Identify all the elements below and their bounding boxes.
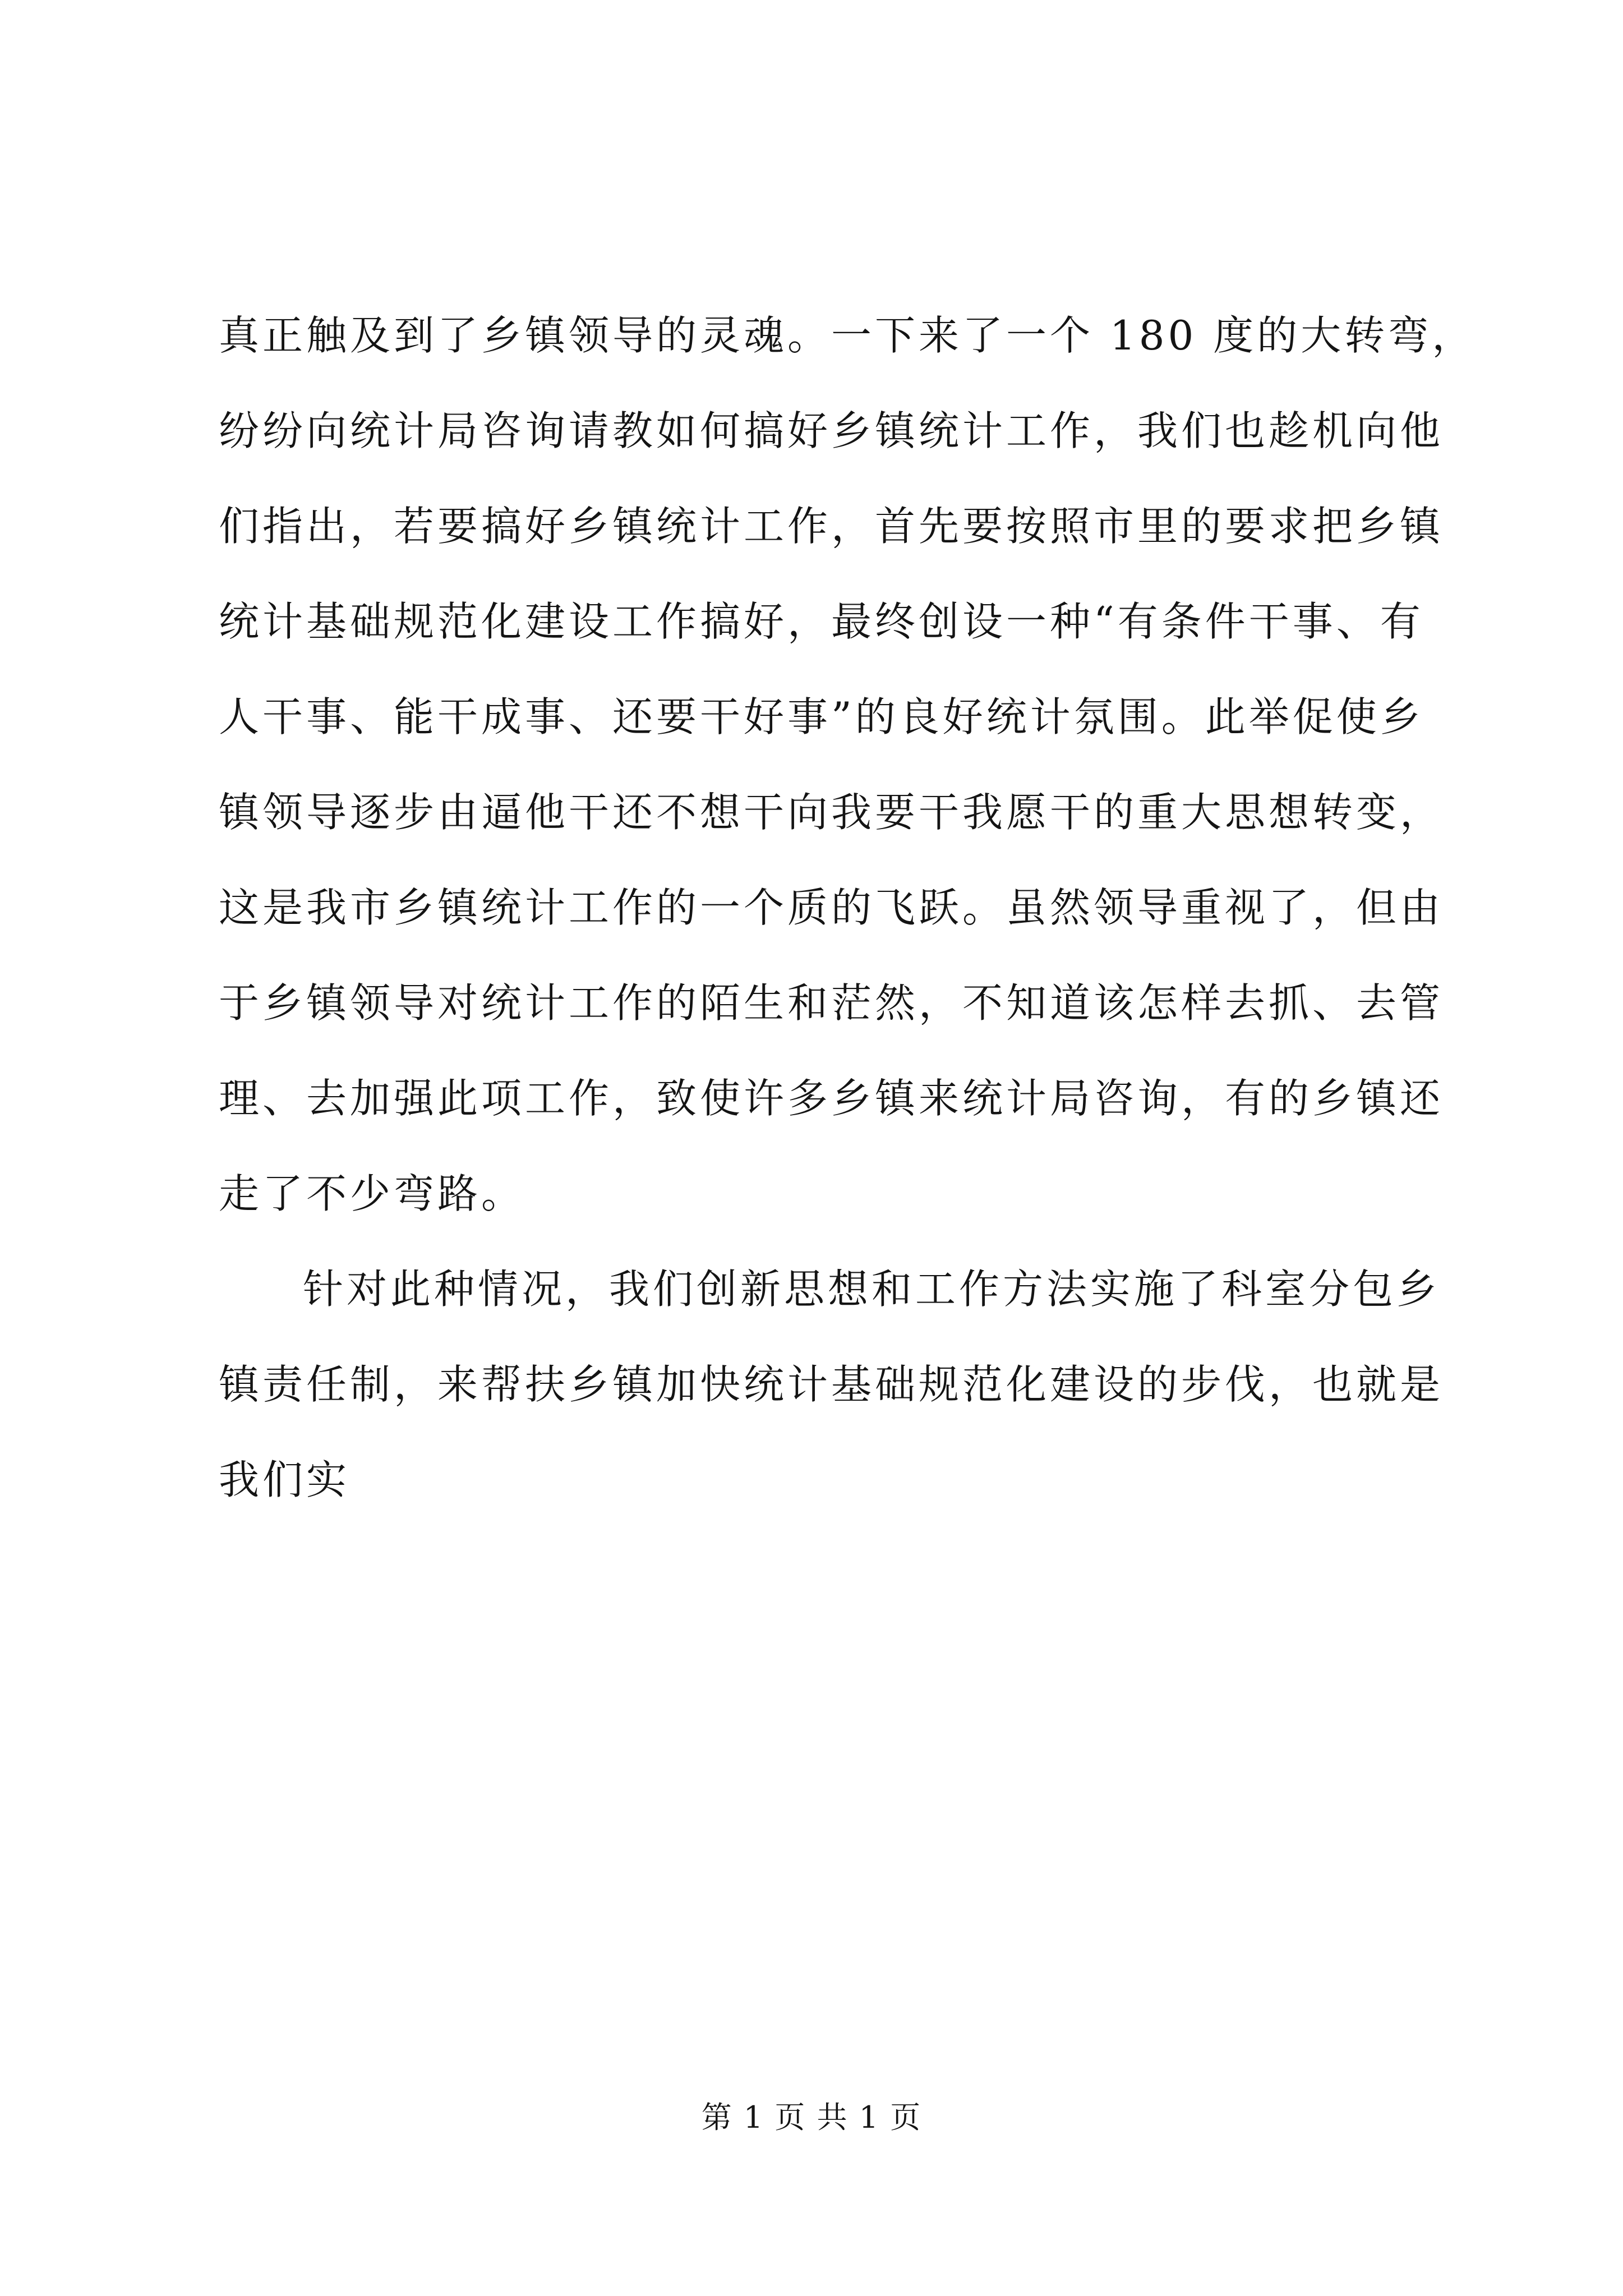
paragraph-1-line-5: 人干事、能干成事、还要干好事”的良好统计氛围。此举促使乡 (219, 693, 1424, 740)
paragraph-1-line-9: 理、去加强此项工作，致使许多乡镇来统计局咨询，有的乡镇还 (219, 1075, 1444, 1122)
paragraph-1-line-8: 于乡镇领导对统计工作的陌生和茫然，不知道该怎样去抓、去管 (219, 979, 1444, 1027)
paragraph-1-line-10: 走了不少弯路。 (219, 1170, 525, 1217)
paragraph-2-line-3: 我们实 (219, 1456, 351, 1503)
paragraph-2-line-2: 镇责任制，来帮扶乡镇加快统计基础规范化建设的步伐，也就是 (219, 1361, 1444, 1408)
paragraph-1-line-2: 纷纷向统计局咨询请教如何搞好乡镇统计工作，我们也趁机向他 (219, 407, 1444, 454)
page-number-footer: 第 1 页 共 1 页 (701, 2100, 922, 2135)
paragraph-1-line-1: 真正触及到了乡镇领导的灵魂。一下来了一个 180 度的大转弯， (219, 312, 1476, 359)
paragraph-1-line-6: 镇领导逐步由逼他干还不想干向我要干我愿干的重大思想转变， (219, 789, 1444, 836)
paragraph-1-line-3: 们指出，若要搞好乡镇统计工作，首先要按照市里的要求把乡镇 (219, 503, 1444, 550)
paragraph-2-line-1: 针对此种情况，我们创新思想和工作方法实施了科室分包乡 (303, 1266, 1441, 1313)
paragraph-1-line-4: 统计基础规范化建设工作搞好，最终创设一种“有条件干事、有 (219, 598, 1424, 645)
paragraph-1-line-7: 这是我市乡镇统计工作的一个质的飞跃。虽然领导重视了，但由 (219, 884, 1444, 931)
